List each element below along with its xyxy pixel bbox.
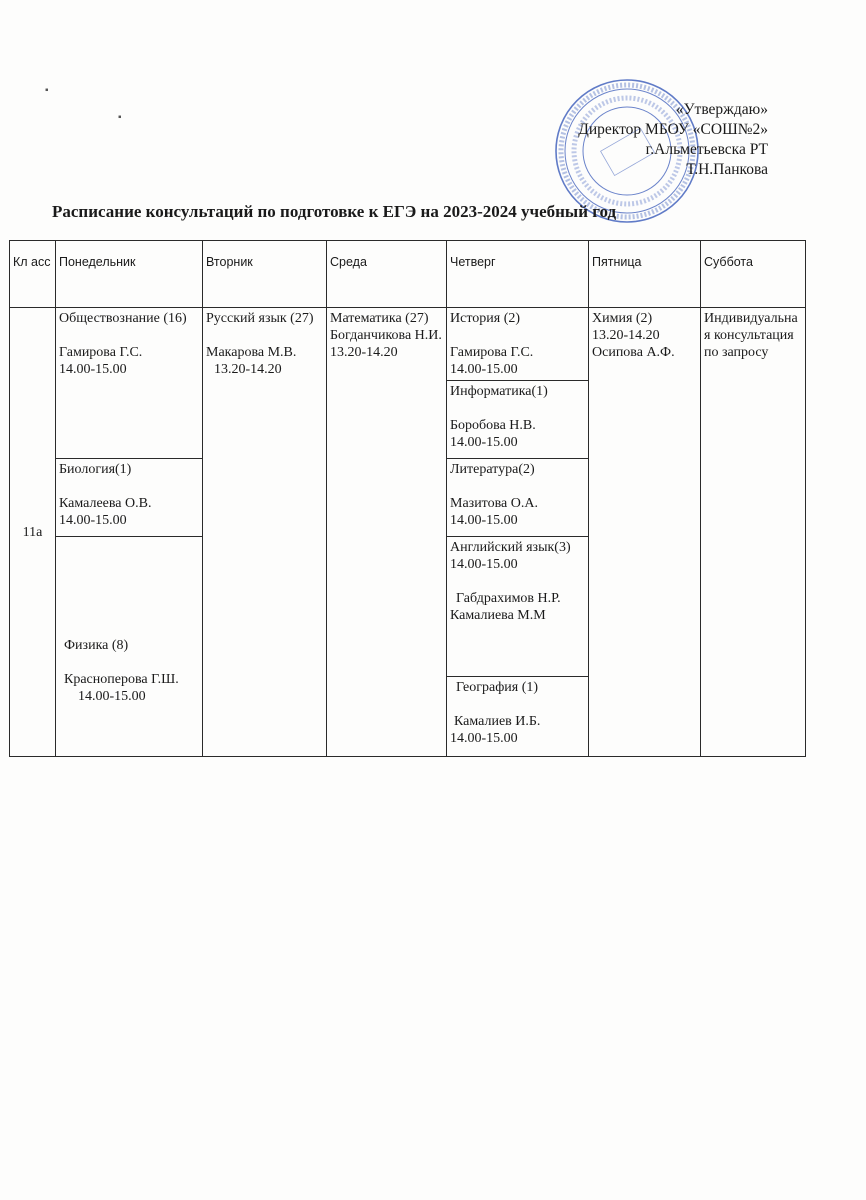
approval-line-4: Т.Н.Панкова bbox=[686, 161, 768, 178]
fri-entry bbox=[589, 308, 701, 757]
page-title: Расписание консультаций по подготовке к ЕГЭ на 2023-2024 учебный год bbox=[52, 202, 617, 221]
header-tuesday: Вторник bbox=[203, 241, 327, 308]
teacher: Богданчикова Н.И. bbox=[330, 328, 442, 343]
teacher: Камалиев И.Б. bbox=[454, 714, 541, 729]
header-wednesday: Среда bbox=[327, 241, 447, 308]
time: 13.20-14.20 bbox=[330, 345, 398, 360]
consultation-note: Индивидуальная консультация по запросу bbox=[704, 311, 798, 360]
subject: Химия (2) bbox=[592, 311, 653, 326]
header-saturday: Суббота bbox=[701, 241, 806, 308]
subject: Биология(1) bbox=[59, 462, 132, 477]
header-class: Кл асс bbox=[10, 241, 56, 308]
teacher: Мазитова О.А. bbox=[450, 496, 538, 511]
thu-entry-5 bbox=[447, 677, 589, 757]
subject: География (1) bbox=[456, 680, 539, 695]
time: 14.00-15.00 bbox=[78, 689, 146, 704]
teacher: Гамирова Г.С. bbox=[450, 345, 534, 360]
time: 14.00-15.00 bbox=[450, 513, 518, 528]
header-friday: Пятница bbox=[589, 241, 701, 308]
scan-speck: ▪ bbox=[45, 85, 49, 96]
header-monday: Понедельник bbox=[56, 241, 203, 308]
teacher: Гамирова Г.С. bbox=[59, 345, 143, 360]
mon-entry-2 bbox=[56, 459, 203, 537]
time: 14.00-15.00 bbox=[450, 731, 518, 746]
teacher: Боробова Н.В. bbox=[450, 418, 536, 433]
class-cell: 11а bbox=[10, 308, 56, 757]
tue-entry bbox=[203, 308, 327, 757]
schedule-table bbox=[9, 240, 806, 757]
approval-line-3: г.Альметьевска РТ bbox=[645, 141, 768, 158]
thu-entry-1 bbox=[447, 308, 589, 381]
teacher-2: Камалиева М.М bbox=[450, 608, 546, 623]
wed-entry bbox=[327, 308, 447, 757]
teacher: Габдрахимов Н.Р. bbox=[456, 591, 561, 606]
approval-line-1: «Утверждаю» bbox=[675, 101, 768, 118]
subject: Литература(2) bbox=[450, 462, 535, 477]
subject: Обществознание (16) bbox=[59, 311, 187, 326]
scan-speck: ▪ bbox=[118, 112, 122, 123]
subject: Математика (27) bbox=[330, 311, 429, 326]
subject: Физика (8) bbox=[64, 638, 129, 653]
sat-entry bbox=[701, 308, 806, 757]
thu-entry-2 bbox=[447, 381, 589, 459]
teacher: Макарова М.В. bbox=[206, 345, 297, 360]
time: 13.20-14.20 bbox=[214, 362, 282, 377]
mon-entry-1 bbox=[56, 308, 203, 459]
subject: Русский язык (27) bbox=[206, 311, 314, 326]
time: 14.00-15.00 bbox=[59, 513, 127, 528]
table-row bbox=[10, 308, 806, 381]
mon-entry-3 bbox=[56, 537, 203, 757]
teacher: Камалеева О.В. bbox=[59, 496, 152, 511]
approval-block bbox=[578, 100, 768, 180]
header-row bbox=[10, 241, 806, 308]
time: 13.20-14.20 bbox=[592, 328, 660, 343]
time: 14.00-15.00 bbox=[450, 362, 518, 377]
thu-entry-3 bbox=[447, 459, 589, 537]
teacher: Осипова А.Ф. bbox=[592, 345, 675, 360]
time: 14.00-15.00 bbox=[450, 435, 518, 450]
time: 14.00-15.00 bbox=[450, 557, 518, 572]
teacher: Красноперова Г.Ш. bbox=[64, 672, 179, 687]
approval-line-2: Директор МБОУ «СОШ№2» bbox=[578, 121, 768, 138]
subject: Английский язык(3) bbox=[450, 540, 571, 555]
subject: История (2) bbox=[450, 311, 521, 326]
time: 14.00-15.00 bbox=[59, 362, 127, 377]
subject: Информатика(1) bbox=[450, 384, 548, 399]
header-thursday: Четверг bbox=[447, 241, 589, 308]
thu-entry-4 bbox=[447, 537, 589, 677]
